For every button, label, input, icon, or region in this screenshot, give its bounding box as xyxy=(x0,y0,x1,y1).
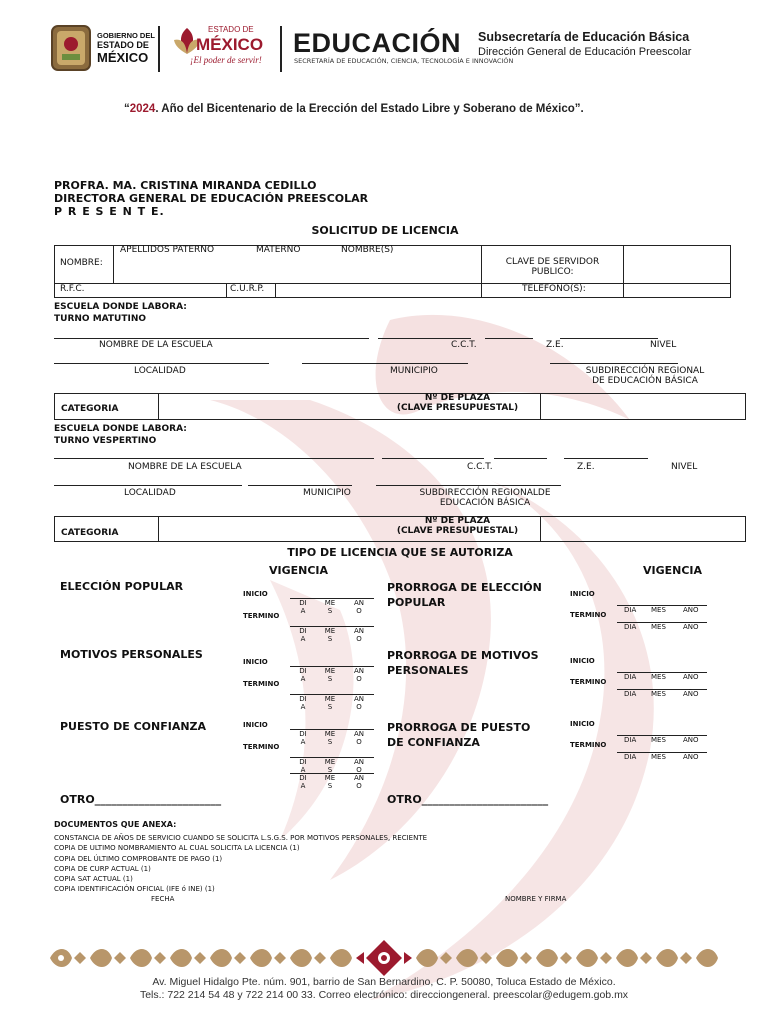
date-part-bottom: A xyxy=(300,782,306,790)
subdireccion-label-2: SUBDIRECCIÓN REGIONALDE EDUCACIÓN BÁSICA xyxy=(419,488,551,509)
date-part: DIA xyxy=(624,736,637,744)
footer-address: Av. Miguel Hidalgo Pte. núm. 901, barrio de San Bernardino, C. P. 50080, Toluca Estado de México. xyxy=(152,976,616,988)
documento-item: COPIA DE ULTIMO NOMBRAMIENTO AL CUAL SOLICITA LA LICENCIA (1) xyxy=(54,844,300,853)
date-part: MES xyxy=(651,623,666,631)
documento-item: COPIA DE CURP ACTUAL (1) xyxy=(54,864,151,873)
gob-line1: GOBIERNO DEL xyxy=(97,31,155,40)
date-part: AÑO xyxy=(683,736,699,744)
date-part-top: AN xyxy=(353,627,365,635)
inicio-label: INICIO xyxy=(243,721,268,729)
termino-label: TERMINO xyxy=(243,743,280,751)
fecha-label: FECHA xyxy=(151,895,175,903)
eleccion-popular: ELECCIÓN POPULAR xyxy=(60,580,184,593)
no-plaza-label-1: Nº DE PLAZA (CLAVE PRESUPUESTAL) xyxy=(396,393,519,414)
addressee-line1: PROFRA. MA. CRISTINA MIRANDA CEDILLO xyxy=(54,179,317,192)
date-part: MES xyxy=(651,736,666,744)
documento-item: CONSTANCIA DE AÑOS DE SERVICIO CUANDO SE SOLICITA L.S.G.S. POR MOTIVOS PERSONALES, RECIENTE xyxy=(54,834,428,842)
municipio-label-1: MUNICIPIO xyxy=(390,366,438,376)
date-part-bottom: A xyxy=(300,738,306,746)
prorroga-motivos: PRORROGA DE MOTIVOS PERSONALES xyxy=(387,649,539,677)
otro-right: OTRO_______________________ xyxy=(387,793,549,806)
date-part: MES xyxy=(651,673,666,681)
edu-title: EDUCACIÓN xyxy=(293,28,462,58)
addressee-line2: DIRECTORA GENERAL DE EDUCACIÓN PREESCOLAR xyxy=(54,192,369,205)
date-part-bottom: A xyxy=(300,766,306,774)
edomex-small: ESTADO DE xyxy=(208,25,254,34)
rfc-label: R.F.C. xyxy=(60,284,85,294)
date-part: AÑO xyxy=(683,606,699,614)
date-part-bottom: S xyxy=(327,782,333,790)
curp-label: C.U.R.P. xyxy=(230,284,265,294)
date-part-bottom: A xyxy=(300,675,306,683)
escuela-labora-label-1: ESCUELA DONDE LABORA: xyxy=(54,302,187,312)
nombre-escuela-label-2: NOMBRE DE LA ESCUELA xyxy=(128,462,242,472)
date-part-top: AN xyxy=(353,599,365,607)
cct-label-1: C.C.T. xyxy=(451,340,477,350)
gob-line2: ESTADO DE xyxy=(97,40,149,50)
nombre-escuela-label-1: NOMBRE DE LA ESCUELA xyxy=(99,340,213,350)
date-part-bottom: O xyxy=(356,607,362,615)
edomex-big: MÉXICO xyxy=(196,35,264,54)
state-seal-icon xyxy=(50,24,92,72)
termino-label: TERMINO xyxy=(243,612,280,620)
cct-label-2: C.C.T. xyxy=(467,462,493,472)
date-part-bottom: S xyxy=(327,607,333,615)
inicio-label: INICIO xyxy=(570,720,595,728)
date-part-top: DI xyxy=(299,695,307,703)
termino-label: TERMINO xyxy=(570,741,607,749)
nivel-label-1: NIVEL xyxy=(650,340,677,350)
nombre-firma-label: NOMBRE Y FIRMA xyxy=(505,895,567,903)
date-part-top: DI xyxy=(299,730,307,738)
date-part: DIA xyxy=(624,673,637,681)
localidad-label-1: LOCALIDAD xyxy=(134,366,186,376)
date-part-bottom: A xyxy=(300,607,306,615)
inicio-label: INICIO xyxy=(243,590,268,598)
prorroga-eleccion: PRORROGA DE ELECCIÓN POPULAR xyxy=(387,581,542,609)
date-part-top: ME xyxy=(324,627,336,635)
ornament-band xyxy=(46,938,722,978)
date-part-top: ME xyxy=(324,695,336,703)
apellido-materno-label: MATERNO xyxy=(256,245,301,255)
edomex-slogan: ¡El poder de servir! xyxy=(190,55,262,65)
date-part-top: ME xyxy=(324,758,336,766)
date-part-top: ME xyxy=(324,774,336,782)
date-part-top: DI xyxy=(299,627,307,635)
date-part-bottom: S xyxy=(327,703,333,711)
apellido-paterno-label: APELLIDOS PATERNO xyxy=(120,245,215,255)
municipio-label-2: MUNICIPIO xyxy=(303,488,351,498)
vigencia-label-right: VIGENCIA xyxy=(643,564,703,577)
documento-item: COPIA IDENTIFICACIÓN OFICIAL (IFE ó INE) (1) xyxy=(54,885,215,894)
subsecretaria: Subsecretaría de Educación Básica xyxy=(478,30,690,44)
date-part-bottom: A xyxy=(300,635,306,643)
edu-subtitle: SECRETARÍA DE EDUCACIÓN, CIENCIA, TECNOLOGÍA E INNOVACIÓN xyxy=(294,57,514,65)
date-part-top: AN xyxy=(353,695,365,703)
date-part-bottom: S xyxy=(327,635,333,643)
form-title: SOLICITUD DE LICENCIA xyxy=(311,224,459,237)
date-part-top: AN xyxy=(353,730,365,738)
no-plaza-label-2: Nº DE PLAZA (CLAVE PRESUPUESTAL) xyxy=(396,516,519,537)
date-part-top: ME xyxy=(324,730,336,738)
date-part: AÑO xyxy=(683,623,699,631)
date-part-bottom: O xyxy=(356,703,362,711)
licencia-title: TIPO DE LICENCIA QUE SE AUTORIZA xyxy=(287,546,513,559)
escuela-labora-label-2: ESCUELA DONDE LABORA: xyxy=(54,424,187,434)
date-part-bottom: O xyxy=(356,766,362,774)
year-quote: “2024. Año del Bicentenario de la Erección del Estado Libre y Soberano de México”. xyxy=(124,103,584,115)
date-part-bottom: A xyxy=(300,703,306,711)
date-part: AÑO xyxy=(683,753,699,761)
date-part-bottom: S xyxy=(327,675,333,683)
date-part-top: DI xyxy=(299,758,307,766)
date-part-bottom: O xyxy=(356,635,362,643)
nivel-label-2: NIVEL xyxy=(671,462,698,472)
inicio-label: INICIO xyxy=(570,657,595,665)
documentos-list xyxy=(54,833,427,895)
categoria-label-1: CATEGORIA xyxy=(61,404,119,414)
date-part: DIA xyxy=(624,690,637,698)
subdireccion-label-1: SUBDIRECCIÓN REGIONAL DE EDUCACIÓN BÁSICA xyxy=(585,366,705,387)
date-part-top: AN xyxy=(353,758,365,766)
prorroga-puesto: PRORROGA DE PUESTO DE CONFIANZA xyxy=(387,721,531,749)
date-part-bottom: S xyxy=(327,766,333,774)
date-part: DIA xyxy=(624,606,637,614)
date-part-top: DI xyxy=(299,774,307,782)
date-part-top: AN xyxy=(353,667,365,675)
date-part-bottom: S xyxy=(327,738,333,746)
date-part-top: ME xyxy=(324,667,336,675)
date-part-top: DI xyxy=(299,599,307,607)
termino-label: TERMINO xyxy=(243,680,280,688)
date-part-top: ME xyxy=(324,599,336,607)
puesto-confianza: PUESTO DE CONFIANZA xyxy=(60,720,207,733)
date-part: MES xyxy=(651,690,666,698)
otro-left: OTRO_______________________ xyxy=(60,793,222,806)
addressee-line3: P R E S E N T E. xyxy=(54,205,165,218)
date-part-bottom: O xyxy=(356,675,362,683)
date-part-top: AN xyxy=(353,774,365,782)
gob-line3: MÉXICO xyxy=(97,50,149,65)
documento-item: COPIA SAT ACTUAL (1) xyxy=(54,875,133,884)
date-part: DIA xyxy=(624,623,637,631)
date-part: AÑO xyxy=(683,673,699,681)
direccion: Dirección General de Educación Preescolar xyxy=(478,46,692,58)
date-part: MES xyxy=(651,606,666,614)
vigencia-label-left: VIGENCIA xyxy=(269,564,329,577)
termino-label: TERMINO xyxy=(570,611,607,619)
documentos-title: DOCUMENTOS QUE ANEXA: xyxy=(54,820,177,829)
inicio-label: INICIO xyxy=(570,590,595,598)
categoria-label-2: CATEGORIA xyxy=(61,528,119,538)
termino-label: TERMINO xyxy=(570,678,607,686)
date-part-bottom: O xyxy=(356,738,362,746)
turno-vespertino-label: TURNO VESPERTINO xyxy=(54,436,157,446)
documento-item: COPIA DEL ÚLTIMO COMPROBANTE DE PAGO (1) xyxy=(54,854,223,863)
ze-label-2: Z.E. xyxy=(577,462,595,472)
telefono-label: TELEFONO(S): xyxy=(522,284,586,294)
turno-matutino-label: TURNO MATUTINO xyxy=(54,314,147,324)
date-part: DIA xyxy=(624,753,637,761)
localidad-label-2: LOCALIDAD xyxy=(124,488,176,498)
header-divider xyxy=(158,26,160,72)
footer-contact: Tels.: 722 214 54 48 y 722 214 00 33. Correo electrónico: direcciongeneral. preescolar@edugem.gob.mx xyxy=(139,989,629,1001)
inicio-label: INICIO xyxy=(243,658,268,666)
clave-servidor-label: CLAVE DE SERVIDOR PUBLICO: xyxy=(505,257,600,278)
ze-label-1: Z.E. xyxy=(546,340,564,350)
nombre-label: NOMBRE: xyxy=(60,258,103,268)
date-part: AÑO xyxy=(683,690,699,698)
header-divider-2 xyxy=(280,26,282,72)
date-part-bottom: O xyxy=(356,782,362,790)
nombres-label: NOMBRE(S) xyxy=(341,245,394,255)
date-part: MES xyxy=(651,753,666,761)
date-part-top: DI xyxy=(299,667,307,675)
motivos-personales: MOTIVOS PERSONALES xyxy=(60,648,203,661)
